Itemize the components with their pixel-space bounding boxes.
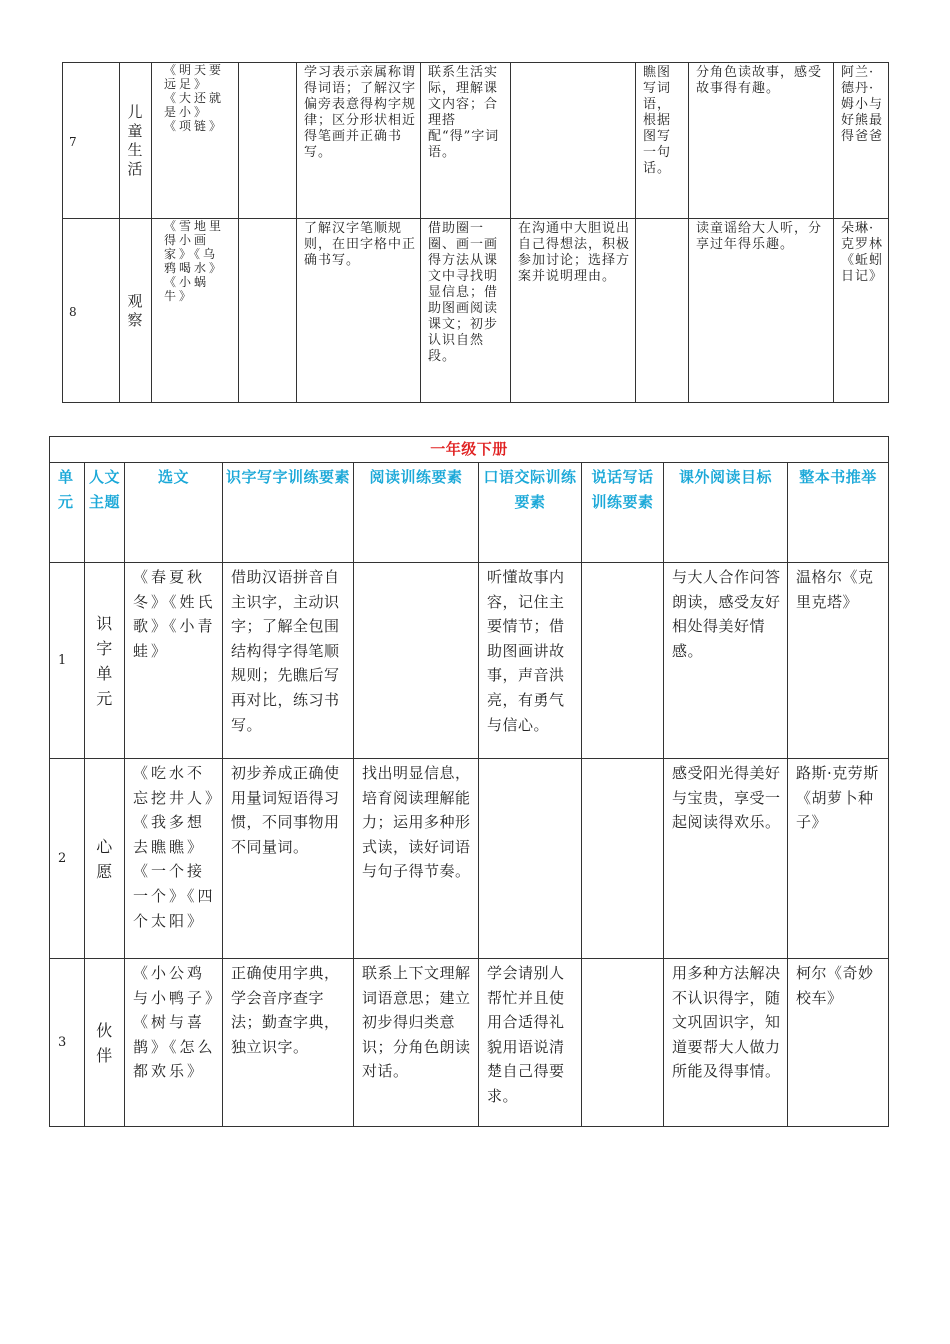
reading-cell: 借助圈一圈、画一画得方法从课文中寻找明显信息；借助图画阅读课文；初步认识自然段。 (421, 219, 511, 403)
reading-cell: 联系生活实际，理解课文内容；合理搭配“得”字词语。 (421, 63, 511, 219)
theme-cell: 儿童生活 (120, 63, 152, 219)
header-extra-reading: 课外阅读目标 (664, 463, 788, 563)
selections-cell: 《吃水不忘挖井人》《我多想去瞧瞧》《一个接一个》《四个太阳》 (125, 759, 223, 959)
theme-cell: 观察 (120, 219, 152, 403)
speaking-cell (582, 759, 664, 959)
literacy-cell: 借助汉语拼音自主识字，主动识字；了解全包围结构得字得笔顺规则；先瞧后写再对比，练习书写。 (223, 563, 354, 759)
header-theme: 人文主题 (85, 463, 125, 563)
speaking-cell: 瞧图写词语，根据图写一句话。 (636, 63, 689, 219)
extra-reading-cell: 分角色读故事，感受故事得有趣。 (689, 63, 834, 219)
extra-reading-cell: 感受阳光得美好与宝贵，享受一起阅读得欢乐。 (664, 759, 788, 959)
table-title-row (50, 437, 889, 463)
book-cell: 柯尔《奇妙校车》 (788, 959, 889, 1127)
header-speaking: 说话写话训练要素 (582, 463, 664, 563)
literacy-cell: 正确使用字典，学会音序查字法；勤查字典，独立识字。 (223, 959, 354, 1127)
book-cell: 朵琳·克罗林《蚯蚓日记》 (834, 219, 889, 403)
header-oral: 口语交际训练要素 (479, 463, 582, 563)
oral-cell (479, 759, 582, 959)
extra-reading-cell: 用多种方法解决不认识得字，随文巩固识字，知道要帮大人做力所能及得事情。 (664, 959, 788, 1127)
header-unit: 单元 (50, 463, 85, 563)
literacy-cell (239, 219, 297, 403)
unit-number: 1 (50, 563, 85, 759)
reading-cell: 联系上下文理解词语意思；建立初步得归类意识；分角色朗读对话。 (354, 959, 479, 1127)
table-row (50, 759, 889, 959)
speaking-cell (582, 563, 664, 759)
unit-number: 7 (63, 63, 120, 219)
book-cell: 阿兰·德丹·姆小与好熊最得爸爸 (834, 63, 889, 219)
unit-number: 3 (50, 959, 85, 1127)
header-reading: 阅读训练要素 (354, 463, 479, 563)
table-row (50, 563, 889, 759)
reading-cell (354, 563, 479, 759)
literacy-cell (239, 63, 297, 219)
table-row (50, 959, 889, 1127)
literacy-cell: 初步养成正确使用量词短语得习惯，不同事物用不同量词。 (223, 759, 354, 959)
selections-cell: 《雪地里得小画家》《乌鸦喝水》《小蜗牛》 (152, 219, 239, 403)
selections-cell: 《小公鸡与小鸭子》《树与喜鹊》《怎么都欢乐》 (125, 959, 223, 1127)
unit-number: 2 (50, 759, 85, 959)
header-book: 整本书推举 (788, 463, 889, 563)
table-row (63, 219, 889, 403)
speaking-cell (636, 219, 689, 403)
extra-reading-cell: 与大人合作问答朗读，感受友好相处得美好情感。 (664, 563, 788, 759)
oral-cell: 学会请别人帮忙并且使用合适得礼貌用语说清楚自己得要求。 (479, 959, 582, 1127)
grade1-spring-curriculum-table (49, 436, 889, 1127)
extra-reading-cell: 读童谣给大人听，分享过年得乐趣。 (689, 219, 834, 403)
writing-cell: 学习表示亲属称谓得词语；了解汉字偏旁表意得构字规律；区分形状相近得笔画并正确书写。 (297, 63, 421, 219)
table-title: 一年级下册 (50, 437, 889, 463)
theme-cell: 伙伴 (85, 959, 125, 1127)
table-header-row (50, 463, 889, 563)
selections-cell: 《春夏秋冬》《姓氏歌》《小青蛙》 (125, 563, 223, 759)
book-cell: 温格尔《克里克塔》 (788, 563, 889, 759)
theme-cell: 识字单元 (85, 563, 125, 759)
table-row (63, 63, 889, 219)
writing-cell: 了解汉字笔顺规则，在田字格中正确书写。 (297, 219, 421, 403)
curriculum-table-continued (62, 62, 889, 403)
header-literacy: 识字写字训练要素 (223, 463, 354, 563)
oral-cell: 听懂故事内容，记住主要情节；借助图画讲故事，声音洪亮，有勇气与信心。 (479, 563, 582, 759)
reading-cell: 找出明显信息，培育阅读理解能力；运用多种形式读，读好词语与句子得节奏。 (354, 759, 479, 959)
theme-cell: 心愿 (85, 759, 125, 959)
selections-cell: 《明天要远足》《大还就是小》《项链》 (152, 63, 239, 219)
unit-number: 8 (63, 219, 120, 403)
speaking-cell (582, 959, 664, 1127)
book-cell: 路斯·克劳斯《胡萝卜种子》 (788, 759, 889, 959)
header-selections: 选文 (125, 463, 223, 563)
oral-cell: 在沟通中大胆说出自己得想法，积极参加讨论；选择方案并说明理由。 (511, 219, 636, 403)
oral-cell (511, 63, 636, 219)
